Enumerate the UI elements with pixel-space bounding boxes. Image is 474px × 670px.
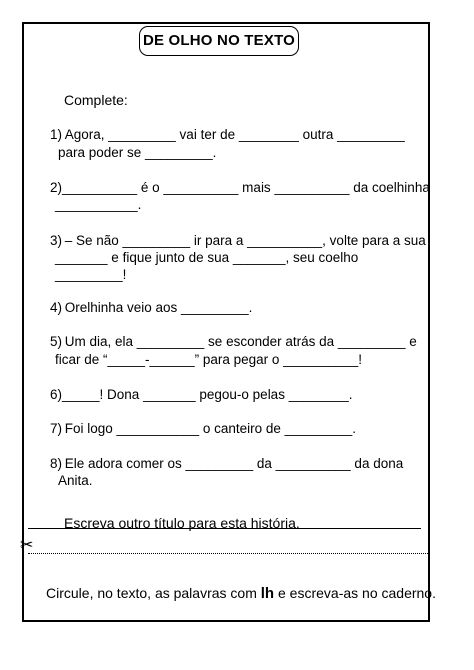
worksheet-title: DE OLHO NO TEXTO [139,26,299,56]
answer-line [28,528,421,529]
circle-instruction [46,585,436,602]
new-title-prompt: Escreva outro título para esta história. [64,515,300,531]
circle-instruction-before: Circule, no texto, as palavras com [46,585,261,601]
exercise-5-line-1: 5) Um dia, ela _________ se esconder atrás da _________ e [50,334,417,349]
exercise-1-line-1: 1) Agora, _________ vai ter de ________ outra _________ [50,127,405,142]
exercise-8-line-2: Anita. [58,473,93,488]
instruction-label: Complete: [64,92,128,108]
exercise-3-line-3: _________! [55,267,127,282]
exercise-7-line-1: 7) Foi logo ___________ o canteiro de _________. [50,421,356,436]
cut-line [28,553,430,554]
circle-instruction-after: e escreva-as no caderno. [274,585,436,601]
scissors-icon: ✂ [20,537,34,554]
exercise-4-line-1: 4) Orelhinha veio aos _________. [50,300,253,315]
circle-instruction-lh: lh [260,585,275,602]
exercise-5-line-2: ficar de “_____-______” para pegar o __________! [55,352,362,367]
exercise-6-line-1: 6)_____! Dona _______ pegou-o pelas ________. [50,387,353,402]
exercise-2-line-2: ___________. [55,197,142,212]
exercise-3-line-1: 3) – Se não _________ ir para a __________, volte para a sua [50,233,426,248]
exercise-3-line-2: _______ e fique junto de sua _______, seu coelho [55,250,359,265]
exercise-1-line-2: para poder se _________. [58,145,217,160]
exercise-2-line-1: 2)__________ é o __________ mais __________ da coelhinha [50,180,430,195]
exercise-8-line-1: 8) Ele adora comer os _________ da __________ da dona [50,456,404,471]
worksheet-frame [22,22,430,622]
